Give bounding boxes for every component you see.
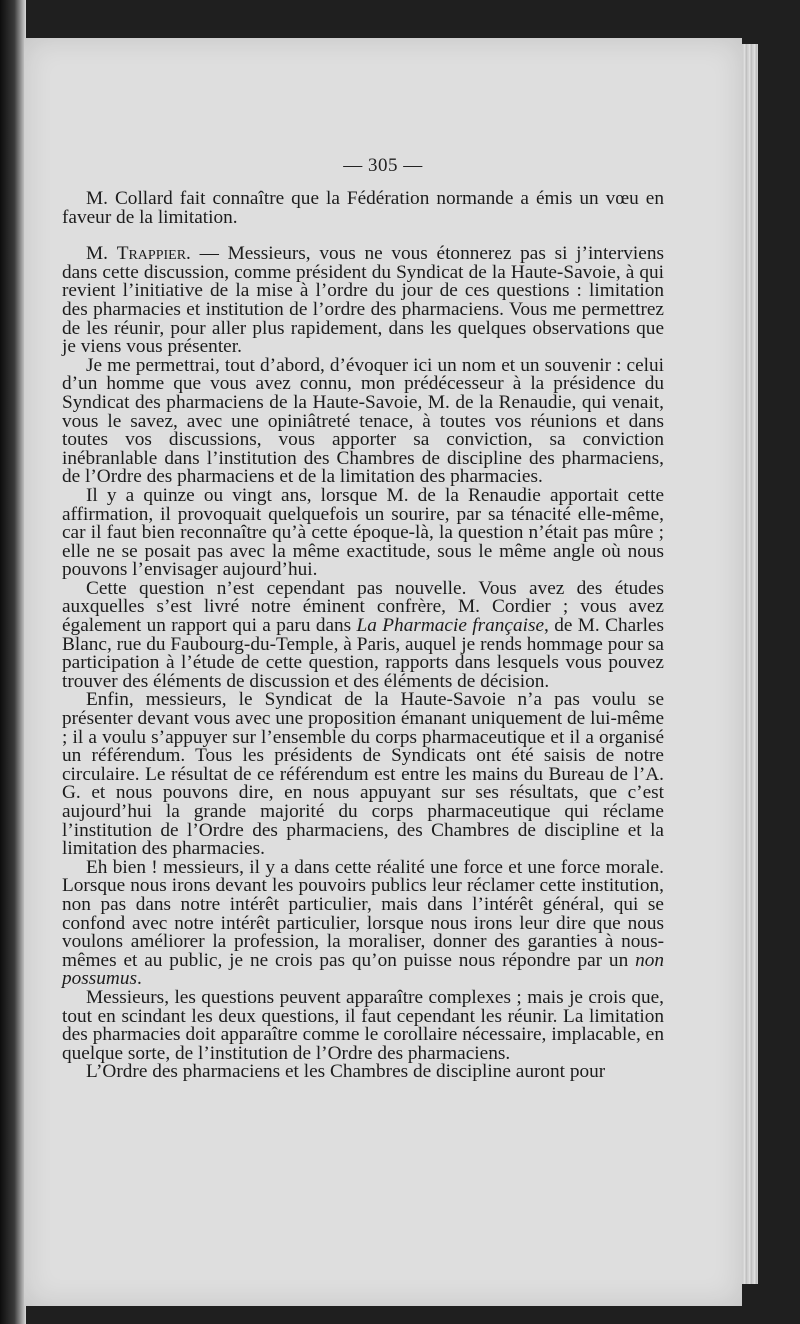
paragraph xyxy=(62,691,664,858)
text-run: L’Ordre des pharmaciens et les Chambres de discipline auront pour xyxy=(86,1061,606,1083)
paragraph xyxy=(62,577,664,692)
text-run: Cette question n’est cependant pas nouvelle. Vous avez des études auxquelles s’est livré notre éminent confrère, M. Cordier ; vous avez également un rapport qui a paru dans xyxy=(62,577,664,637)
text-run: M. xyxy=(86,243,117,265)
text-run: Eh bien ! messieurs, il y a dans cette réalité une force et une force morale. Lorsque nous irons devant les pouvoirs publics leur réclamer cette institution, non pas dans notre intérêt particulier, mais dans l’intérêt général, qui se confond avec notre intérêt particulier, lorsque nous irons leur dire que nous voulons améliorer la profession, la moraliser, donner des garanties à nous-mêmes et au public, je ne crois pas qu’on puisse nous répondre par un xyxy=(62,856,664,971)
paragraph xyxy=(62,856,664,990)
text-run: . — Messieurs, vous ne vous étonnerez pas si j’interviens dans cette discussion, comme président du Syndicat de la Haute-Savoie, à qui revient l’initiative de la mise à l’ordre du jour de ces questions : limitation des pharmacies et institution de l’ordre des pharmaciens. Vous me permettrez de les réunir, pour aller plus rapidement, dans les quelques observations que je viens vous présenter. xyxy=(62,243,664,358)
text-run: Enfin, messieurs, le Syndicat de la Haute-Savoie n’a pas voulu se présenter devant vous avec une proposition émanant uniquement de lui-même ; il a voulu s’appuyer sur l’ensemble du corps pharmaceutique et il a organisé un référendum. Tous les présidents de Syndicats ont été saisis de notre circulaire. Le résultat de ce référendum est entre les mains du Bureau de l’A. G. et nous pouvons dire, en nous appuyant sur ses résultats, que c’est aujourd’hui la grande majorité du corps pharmaceutique qui réclame l’institution de l’Ordre des pharmaciens, des Chambres de discipline et la limitation des pharmacies. xyxy=(62,689,664,860)
book-spine-shadow xyxy=(0,0,26,1324)
paragraph xyxy=(62,190,664,227)
paragraph xyxy=(62,986,664,1064)
text-run: Il y a quinze ou vingt ans, lorsque M. de la Renaudie apportait cette affirmation, il provoquait quelquefois un sourire, par sa ténacité elle-même, car il faut bien reconnaître qu’à cette époque-là, la question n’était pas mûre ; elle ne se posait pas avec la même exactitude, sous le même angle où nous pouvons l’envisager aujourd’hui. xyxy=(62,484,664,581)
text-run: M. Collard fait connaître que la Fédération normande a émis un vœu en faveur de la limitation. xyxy=(62,188,664,228)
paragraph xyxy=(62,1063,664,1082)
body-text xyxy=(62,190,664,1082)
paragraph xyxy=(62,354,664,488)
book-page xyxy=(24,38,742,1306)
paragraph xyxy=(62,484,664,581)
speaker-name: Trappier xyxy=(116,243,187,265)
page-number: — 305 — xyxy=(343,155,423,176)
text-run: , de M. Charles Blanc, rue du Faubourg-du-Temple, à Paris, auquel je rends hommage pour sa participation à l’étude de cette question, rapports dans lesquels vous pouvez trouver des éléments de discussion et des éléments de décision. xyxy=(62,615,664,692)
text-run: Je me permettrai, tout d’abord, d’évoquer ici un nom et un souvenir : celui d’un homme que vous avez connu, mon prédécesseur à la présidence du Syndicat des pharmaciens de la Haute-Savoie, M. de la Renaudie, qui venait, vous le savez, avec une opiniâtreté tenace, à toutes vos réunions et dans toutes vos discussions, vous apporter sa conviction, sa conviction inébranlable dans l’institution des Chambres de discipline des pharmaciens, de l’Ordre des pharmaciens et de la limitation des pharmacies. xyxy=(62,354,664,488)
text-run: . xyxy=(137,968,142,990)
paragraph xyxy=(62,245,664,357)
text-run: Messieurs, les questions peuvent apparaître complexes ; mais je crois que, tout en scindant les deux questions, il faut cependant les réunir. La limitation des pharmacies doit apparaître comme le corollaire nécessaire, implacable, en quelque sorte, de l’institution de l’Ordre des pharmaciens. xyxy=(62,986,664,1064)
italic-text: La Pharmacie française xyxy=(356,615,545,637)
italic-text: non possumus xyxy=(62,949,664,990)
